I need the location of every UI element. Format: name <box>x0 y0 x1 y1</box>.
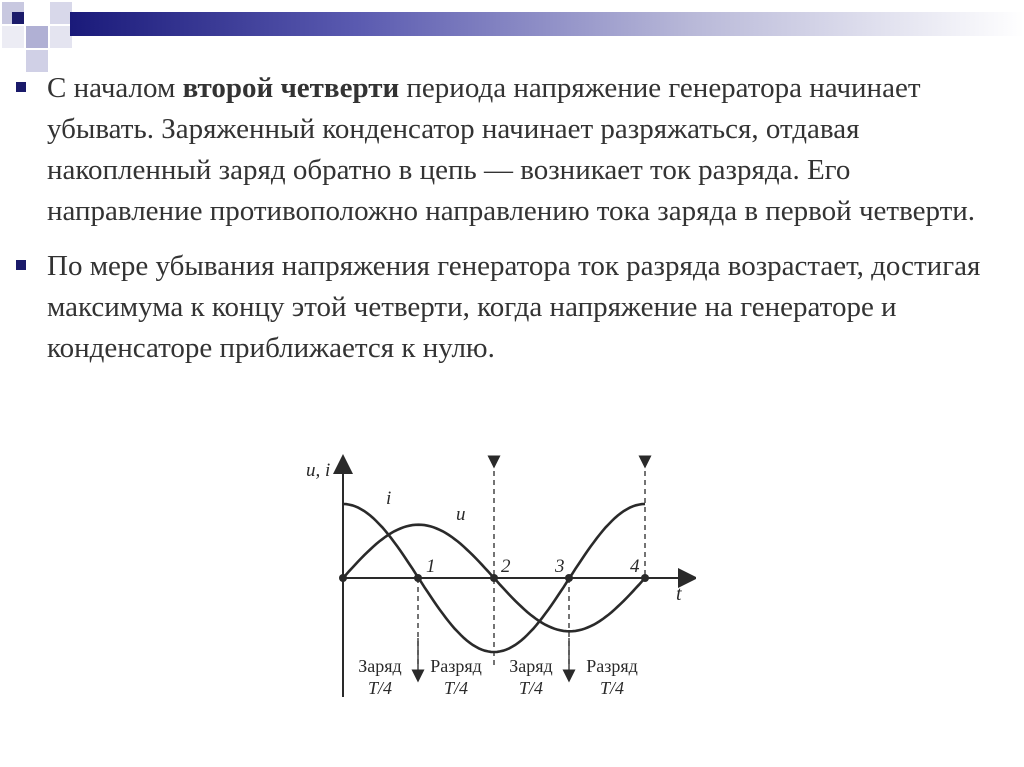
point-3 <box>565 574 573 582</box>
header-decor-square-7 <box>2 26 24 48</box>
bullet-1 <box>12 68 1002 232</box>
bullet-2-text: По мере убывания напряжения генератора ток разряда возрастает, достигая максимума к концу этой четверти, когда напряжение на генераторе и конденсаторе приближается к нулю. <box>47 250 981 364</box>
phase-4-duration: T/4 <box>599 678 625 698</box>
header-gradient-bar <box>70 12 1024 36</box>
phase-3-name: Заряд <box>509 656 553 676</box>
point-4 <box>641 574 649 582</box>
point-label-3: 3 <box>555 556 565 577</box>
oscillation-diagram <box>296 452 696 702</box>
y-axis-label: u, i <box>306 460 331 481</box>
header-decor-square-6 <box>50 26 72 48</box>
point-2 <box>490 574 498 582</box>
point-label-4: 4 <box>630 556 640 577</box>
point-label-1: 1 <box>426 556 436 577</box>
point-label-2: 2 <box>501 556 511 577</box>
phase-1-duration: T/4 <box>367 678 393 698</box>
phase-4-name: Разряд <box>586 656 638 676</box>
header-decor-square-4 <box>12 12 24 24</box>
header-decor-square-2 <box>26 2 48 24</box>
bullet-marker-icon <box>16 82 26 92</box>
slide-content <box>12 68 1002 383</box>
bullet-1-text-after: периода напряжение генератора начинает убывать. Заряженный конденсатор начинает разряжаться, отдавая накопленный заряд обратно в цепь — возникает ток разряда. Его направление противоположно направлению тока заряда в первой четверти. <box>47 72 976 227</box>
bullet-marker-icon <box>16 260 26 270</box>
diagram-svg <box>296 452 696 702</box>
phase-2-name: Разряд <box>430 656 482 676</box>
bullet-2 <box>12 246 1002 369</box>
header-decor-square-5 <box>26 26 48 48</box>
bullet-1-text-before: С началом <box>47 72 183 104</box>
phase-2-duration: T/4 <box>443 678 469 698</box>
voltage-label: u <box>456 504 466 525</box>
x-axis-label: t <box>676 583 682 605</box>
bullet-1-bold-text: второй четверти <box>182 72 400 104</box>
point-0 <box>339 574 347 582</box>
current-label: i <box>386 488 392 509</box>
point-1 <box>414 574 422 582</box>
header-decor-square-3 <box>50 2 72 24</box>
phase-1-name: Заряд <box>358 656 402 676</box>
phase-3-duration: T/4 <box>518 678 544 698</box>
